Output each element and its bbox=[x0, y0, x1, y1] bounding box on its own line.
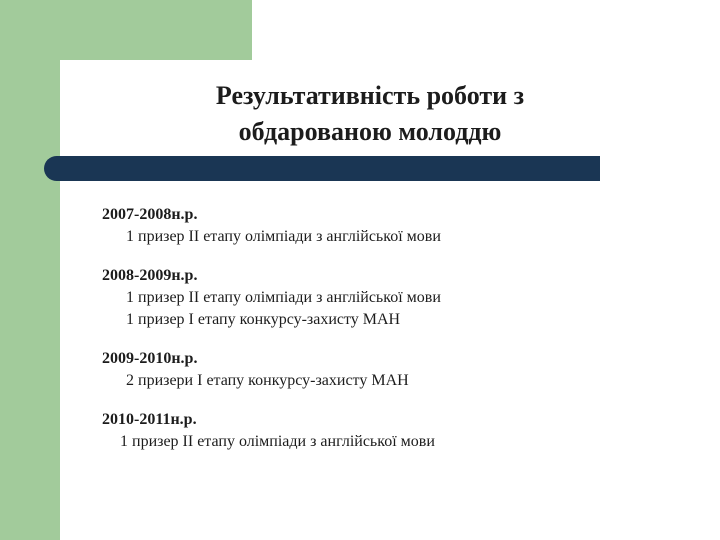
result-item: 1 призер ІІ етапу олімпіади з англійської мови bbox=[120, 433, 435, 450]
decorative-rounded-corner bbox=[60, 60, 120, 120]
year-label: 2010-2011н.р. bbox=[102, 411, 197, 428]
results-list bbox=[102, 204, 662, 470]
year-block-2009-2010 bbox=[102, 348, 662, 392]
year-block-2010-2011 bbox=[102, 409, 662, 453]
result-item: 1 призер І етапу конкурсу-захисту МАН bbox=[126, 311, 401, 328]
decorative-green-sidebar bbox=[0, 0, 60, 540]
slide-title bbox=[150, 78, 590, 150]
year-block-2007-2008 bbox=[102, 204, 662, 248]
year-label: 2009-2010н.р. bbox=[102, 350, 198, 367]
decorative-green-top-band bbox=[0, 0, 252, 60]
year-label: 2008-2009н.р. bbox=[102, 267, 198, 284]
result-item: 1 призер ІІ етапу олімпіади з англійської мови bbox=[126, 289, 441, 306]
year-label: 2007-2008н.р. bbox=[102, 206, 198, 223]
slide-title-line-2: обдарованою молоддю bbox=[238, 117, 502, 146]
year-block-2008-2009 bbox=[102, 265, 662, 331]
result-item: 2 призери І етапу конкурсу-захисту МАН bbox=[126, 372, 409, 389]
decorative-navy-divider-bar bbox=[44, 156, 600, 181]
slide-title-line-1: Результативність роботи з bbox=[215, 81, 525, 110]
result-item: 1 призер ІІ етапу олімпіади з англійської мови bbox=[126, 228, 441, 245]
